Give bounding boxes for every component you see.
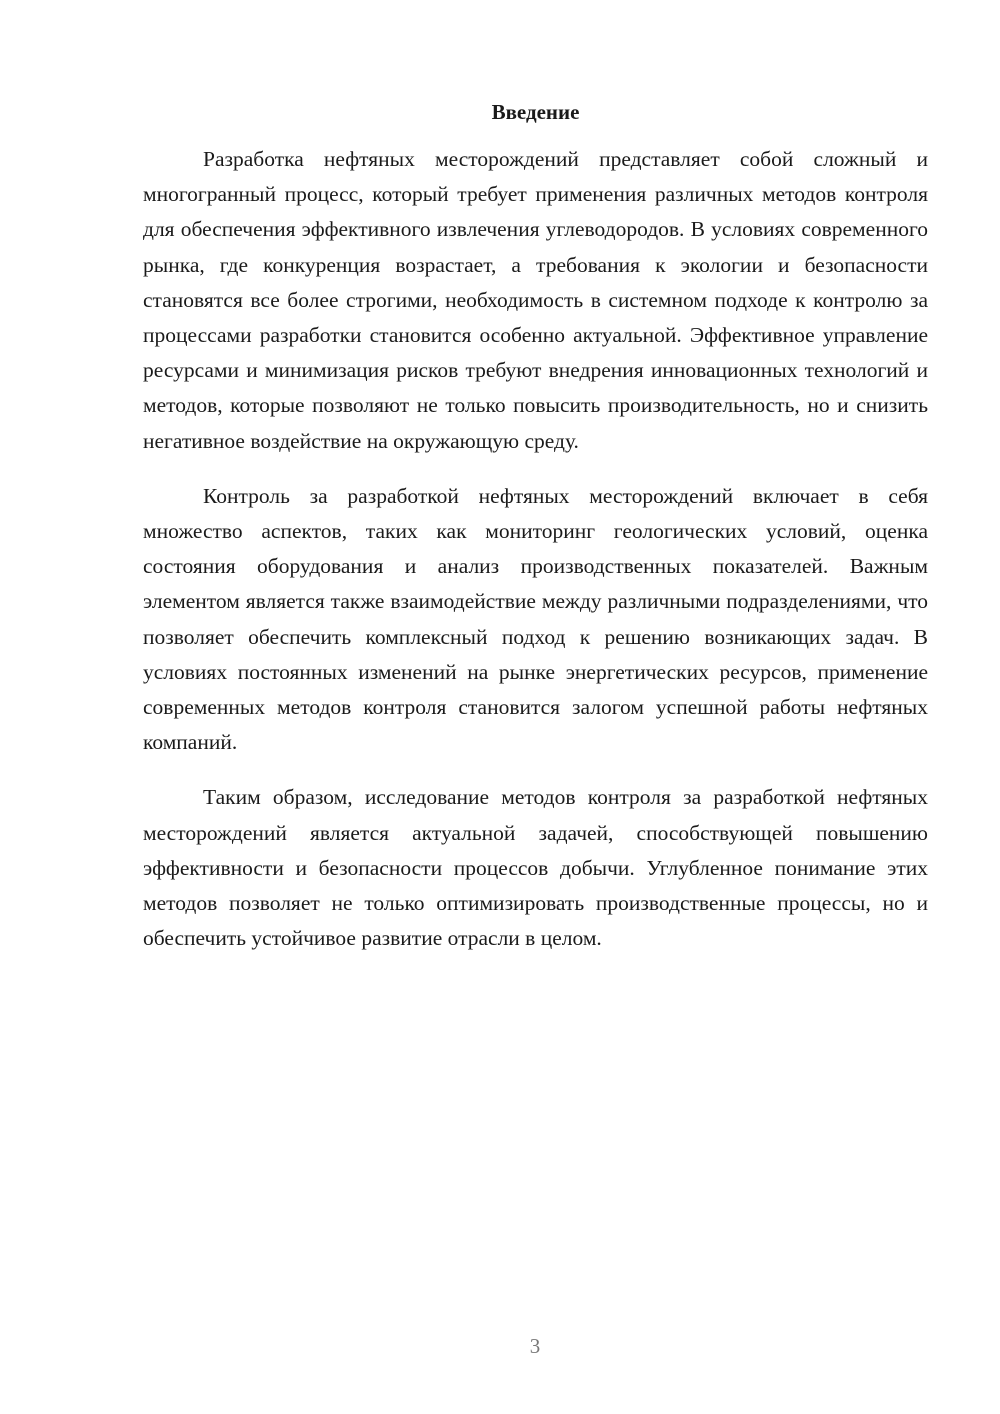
paragraph-3: Таким образом, исследование методов контроля за разработкой нефтяных месторождений является актуальной задачей, способствующей повышению эффективности и безопасности процессов добычи. Углубленное понимание этих методов позволяет не только оптимизировать производственные процессы, но и обеспечить устойчивое развитие отрасли в целом. bbox=[143, 785, 928, 951]
page-number: 3 bbox=[529, 1334, 541, 1358]
section-title: Введение bbox=[491, 100, 580, 124]
paragraph-2: Контроль за разработкой нефтяных месторождений включает в себя множество аспектов, таких как мониторинг геологических условий, оценка состояния оборудования и анализ производственных показателей. Важным элементом является также взаимодействие между различными подразделениями, что позволяет обеспечить комплексный подход к решению возникающих задач. В условиях постоянных изменений на рынке энергетических ресурсов, применение современных методов контроля становится залогом успешной работы нефтяных компаний. bbox=[143, 483, 928, 755]
paragraph-1: Разработка нефтяных месторождений представляет собой сложный и многогранный процесс, который требует применения различных методов контроля для обеспечения эффективного извлечения углеводородов. В условиях современного рынка, где конкуренция возрастает, а требования к экологии и безопасности становятся все более строгими, необходимость в системном подходе к контролю за процессами разработки становится особенно актуальной. Эффективное управление ресурсами и минимизация рисков требуют внедрения инновационных технологий и методов, которые позволяют не только повысить производительность, но и снизить негативное воздействие на окружающую среду. bbox=[143, 147, 928, 453]
page-content bbox=[143, 96, 928, 956]
